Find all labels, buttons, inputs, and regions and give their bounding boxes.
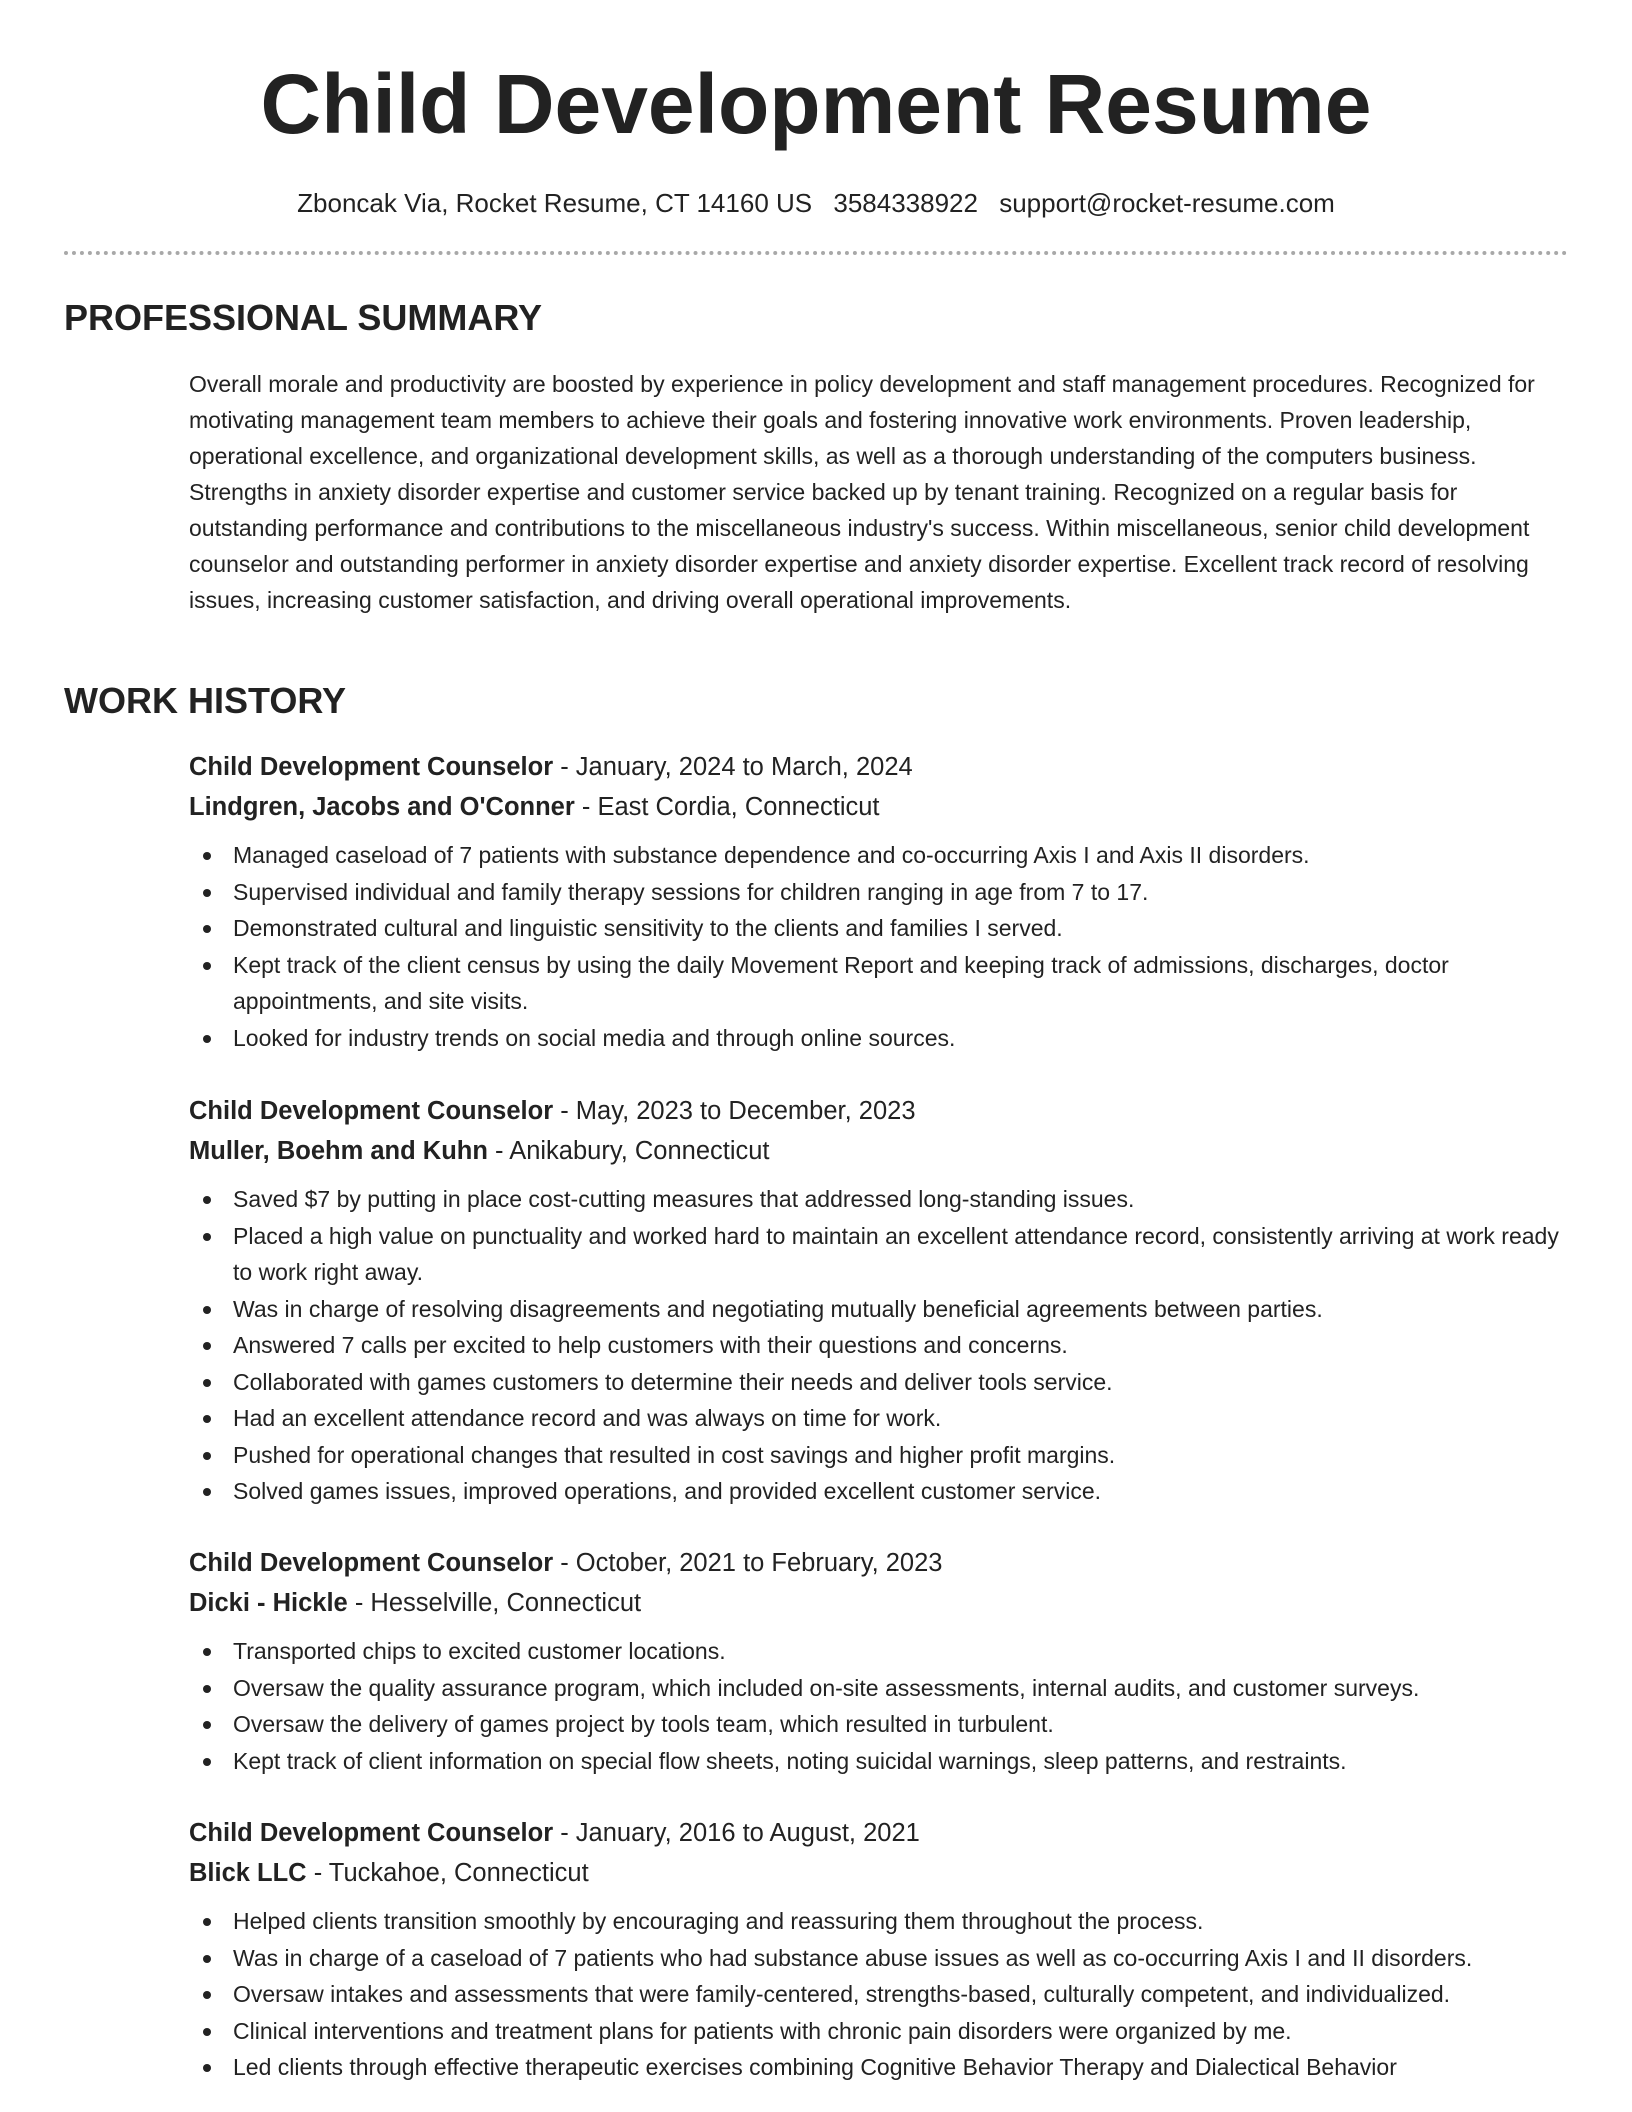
job-bullet: Answered 7 calls per excited to help customers with their questions and concerns. [233, 1327, 1569, 1364]
job-dates: - January, 2016 to August, 2021 [553, 1819, 920, 1847]
contact-line [0, 186, 1632, 220]
job-dates: - October, 2021 to February, 2023 [553, 1549, 943, 1577]
job-bullet: Supervised individual and family therapy sessions for children ranging in age from 7 to 17. [233, 874, 1569, 911]
job-title-line [189, 747, 1569, 787]
job-company-line [189, 1853, 1569, 1893]
job-company: Muller, Boehm and Kuhn [189, 1137, 488, 1165]
job-bullets [189, 1903, 1569, 2086]
job-location: - Anikabury, Connecticut [487, 1137, 770, 1165]
contact-address: Zboncak Via, Rocket Resume, CT 14160 US [297, 188, 813, 218]
job-bullet: Demonstrated cultural and linguistic sensitivity to the clients and families I served. [233, 910, 1569, 947]
contact-phone: 3584338922 [833, 188, 978, 218]
job-title-line [189, 1543, 1569, 1583]
job-entry [189, 1091, 1569, 1510]
job-company: Dicki - Hickle [189, 1589, 348, 1617]
work-history-heading: WORK HISTORY [64, 680, 347, 721]
job-company: Lindgren, Jacobs and O'Conner [189, 793, 575, 821]
page-title: Child Development Resume [260, 57, 1372, 151]
job-bullet: Oversaw the delivery of games project by tools team, which resulted in turbulent. [233, 1706, 1569, 1743]
job-company-line [189, 1131, 1569, 1171]
job-entry [189, 1813, 1569, 2086]
resume-header [0, 0, 1632, 220]
job-entry [189, 1543, 1569, 1779]
job-company-line [189, 1583, 1569, 1623]
job-title: Child Development Counselor [189, 1549, 554, 1577]
job-bullet: Clinical interventions and treatment plans for patients with chronic pain disorders were organized by me. [233, 2013, 1569, 2050]
summary-heading: PROFESSIONAL SUMMARY [64, 297, 543, 338]
job-bullet: Kept track of the client census by using the daily Movement Report and keeping track of admissions, discharges, doctor appointments, and site visits. [233, 947, 1569, 1020]
job-entry [189, 747, 1569, 1056]
contact-email: support@rocket-resume.com [999, 188, 1335, 218]
job-bullet: Managed caseload of 7 patients with substance dependence and co-occurring Axis I and Axis II disorders. [233, 837, 1569, 874]
job-bullet: Kept track of client information on special flow sheets, noting suicidal warnings, sleep patterns, and restraints. [233, 1743, 1569, 1780]
job-bullet: Had an excellent attendance record and was always on time for work. [233, 1400, 1569, 1437]
job-title: Child Development Counselor [189, 1097, 554, 1125]
job-bullets [189, 1181, 1569, 1510]
job-company-line [189, 787, 1569, 827]
job-location: - East Cordia, Connecticut [574, 793, 880, 821]
summary-text: Overall morale and productivity are boosted by experience in policy development and staff management procedures. Recognized for motivating management team members to achieve their goals and fostering innovative work environments. Proven leadership, operational excellence, and organizational development skills, as well as a thorough understanding of the computers business. Strengths in anxiety disorder expertise and customer service backed up by tenant training. Recognized on a regular basis for outstanding performance and contributions to the miscellaneous industry's success. Within miscellaneous, senior child development counselor and outstanding performer in anxiety disorder expertise and anxiety disorder expertise. Excellent track record of resolving issues, increasing customer satisfaction, and driving overall operational improvements. [189, 371, 1535, 613]
job-bullet: Was in charge of resolving disagreements and negotiating mutually beneficial agreements between parties. [233, 1291, 1569, 1328]
header-divider [64, 251, 1568, 255]
job-title-line [189, 1091, 1569, 1131]
job-dates: - May, 2023 to December, 2023 [553, 1097, 916, 1125]
job-location: - Hesselville, Connecticut [347, 1589, 642, 1617]
job-bullet: Solved games issues, improved operations, and provided excellent customer service. [233, 1473, 1569, 1510]
job-location: - Tuckahoe, Connecticut [306, 1859, 589, 1887]
job-bullets [189, 837, 1569, 1056]
job-dates: - January, 2024 to March, 2024 [553, 753, 913, 781]
job-bullet: Helped clients transition smoothly by encouraging and reassuring them throughout the process. [233, 1903, 1569, 1940]
job-bullet: Led clients through effective therapeutic exercises combining Cognitive Behavior Therapy and Dialectical Behavior [233, 2049, 1569, 2086]
job-bullet: Saved $7 by putting in place cost-cutting measures that addressed long-standing issues. [233, 1181, 1569, 1218]
job-bullet: Collaborated with games customers to determine their needs and deliver tools service. [233, 1364, 1569, 1401]
job-bullet: Transported chips to excited customer locations. [233, 1633, 1569, 1670]
job-bullet: Oversaw the quality assurance program, which included on-site assessments, internal audits, and customer surveys. [233, 1670, 1569, 1707]
job-title: Child Development Counselor [189, 1819, 554, 1847]
job-bullet: Pushed for operational changes that resulted in cost savings and higher profit margins. [233, 1437, 1569, 1474]
job-bullet: Oversaw intakes and assessments that were family-centered, strengths-based, culturally competent, and individualized. [233, 1976, 1569, 2013]
job-bullet: Placed a high value on punctuality and worked hard to maintain an excellent attendance record, consistently arriving at work ready to work right away. [233, 1218, 1569, 1291]
job-bullet: Was in charge of a caseload of 7 patients who had substance abuse issues as well as co-occurring Axis I and II disorders. [233, 1940, 1569, 1977]
job-title-line [189, 1813, 1569, 1853]
job-bullets [189, 1633, 1569, 1779]
job-bullet: Looked for industry trends on social media and through online sources. [233, 1020, 1569, 1057]
job-company: Blick LLC [189, 1859, 307, 1887]
job-title: Child Development Counselor [189, 753, 554, 781]
